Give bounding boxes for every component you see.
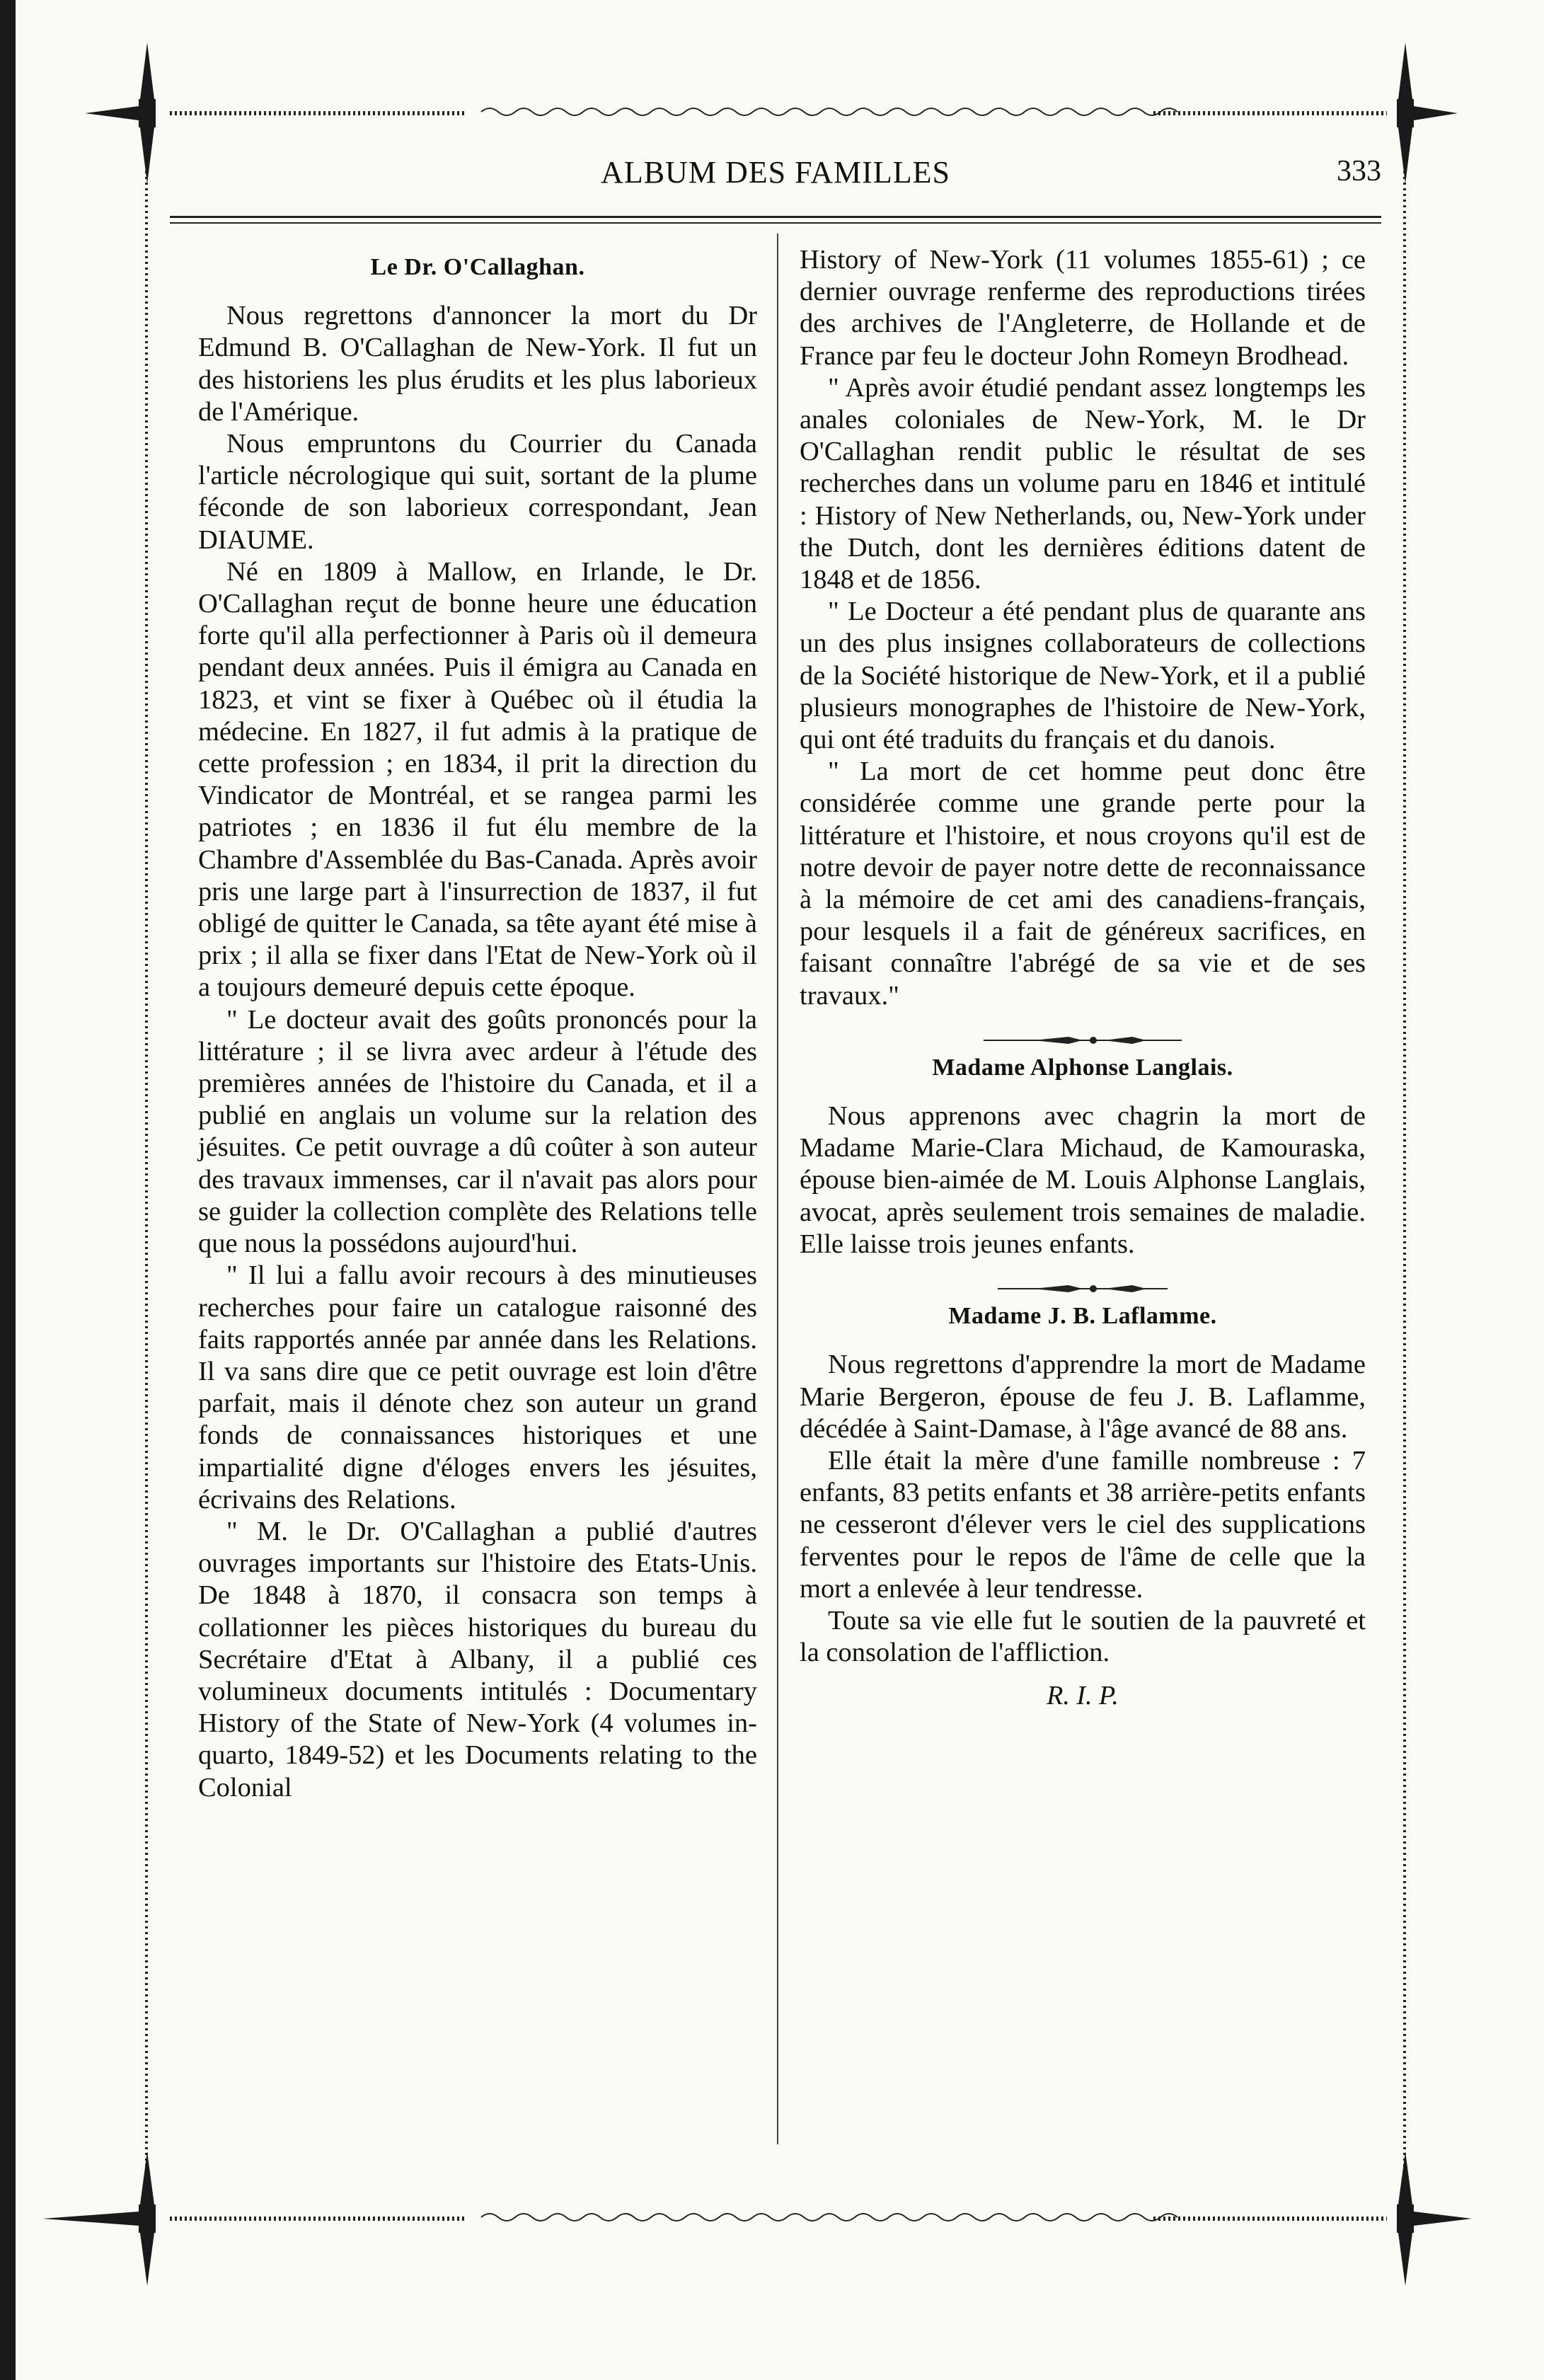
article-heading-laflamme: Madame J. B. Laflamme.	[948, 1303, 1217, 1330]
section-ornament	[800, 1272, 1366, 1286]
right-column	[800, 244, 1366, 1713]
page-header	[170, 142, 1381, 205]
paragraph: Toute sa vie elle fut le soutien de la pauvreté et la consolation de l'affliction.	[800, 1605, 1366, 1668]
paragraph: Nous regrettons d'annoncer la mort du Dr Edmund B. O'Callaghan de New-York. Il fut un des historiens les plus érudits et les plus laborieux de l'Amérique.	[198, 301, 757, 427]
paragraph: Elle était la mère d'une famille nombreuse : 7 enfants, 83 petits enfants et 38 arrière-petits enfants ne cesseront d'élever vers le ciel des supplications ferventes pour le repos de l'âme de celle que la mort a enlevée à leur tendresse.	[800, 1445, 1366, 1604]
paragraph: Né en 1809 à Mallow, en Irlande, le Dr. O'Callaghan reçut de bonne heure une éducation forte qu'il alla perfectionner à Paris où il demeura pendant deux années. Puis il émigra au Canada en 1823, et vint se fixer à Québec où il étudia la médecine. En 1827, il fut admis à la pratique de cette profession ; en 1834, il prit la direction du Vindicator de Montréal, et se rangea parmi les patriotes ; en 1836 il fut élu membre de la Chambre d'Assemblée du Bas-Canada. Après avoir pris une large part à l'insurrection de 1837, il fut obligé de quitter le Canada, sa tête ayant été mise à prix ; il alla se fixer dans l'Etat de New-York où il a toujours demeuré depuis cette époque.	[198, 556, 757, 1003]
paragraph: " M. le Dr. O'Callaghan a publié d'autres ouvrages importants sur l'histoire des Etats-Unis. De 1848 à 1870, il consacra son temps à collationner les pièces historiques du bureau du Secrétaire d'Etat à Albany, il a publié ces volumineux documents intitulés : Documentary History of the State of New-York (4 volumes in-quarto, 1849-52) et les Documents relating to the Colonial	[198, 1516, 757, 1803]
paragraph: " La mort de cet homme peut donc être considérée comme une grande perte pour la littérature et l'histoire, et nous croyons qu'il est de notre devoir de payer notre dette de reconnaissance à la mémoire de cet ami des canadiens-français, pour lesquels il a fait de généreux sacrifices, en faisant connaître l'abrégé de sa vie et de ses travaux."	[800, 757, 1366, 1011]
paragraph: " Il lui a fallu avoir recours à des minutieuses recherches pour faire un catalogue raisonné des faits rapportés année par année dans les Relations. Il va sans dire que ce petit ouvrage est loin d'être parfait, mais il dénote chez son auteur un grand fonds de connaissances historiques et une impartialité digne d'éloges envers les jésuites, écrivains des Relations.	[198, 1260, 757, 1514]
section-ornament	[800, 1023, 1366, 1037]
header-rule-thin	[170, 222, 1381, 224]
left-column	[198, 244, 757, 1804]
article-heading-langlais: Madame Alphonse Langlais.	[932, 1054, 1233, 1081]
paragraph: History of New-York (11 volumes 1855-61) ; ce dernier ouvrage renferme des reproductions tirées des archives de l'Angleterre, de Hollande et de France par feu le docteur John Romeyn Brodhead.	[800, 245, 1366, 371]
column-divider	[777, 234, 778, 2144]
paragraph: Nous regrettons d'apprendre la mort de Madame Marie Bergeron, épouse de feu J. B. Laflamme, décédée à Saint-Damase, à l'âge avancé de 88 ans.	[800, 1350, 1366, 1444]
running-title: ALBUM DES FAMILLES	[601, 155, 950, 190]
signature: R. I. P.	[1047, 1681, 1119, 1711]
paragraph: " Le Docteur a été pendant plus de quarante ans un des plus insignes collaborateurs de collections de la Société historique de New-York, et il a publié plusieurs monographes de l'histoire de New-York, qui ont été traduits du français et du danois.	[800, 597, 1366, 755]
paragraph: " Après avoir étudié pendant assez longtemps les anales coloniales de New-York, M. le Dr O'Callaghan rendit public le résultat de ses recherches dans un volume paru en 1846 et intitulé : History of New Netherlands, ou, New-York under the Dutch, dont les dernières éditions datent de 1848 et de 1856.	[800, 372, 1366, 595]
paragraph: Nous empruntons du Courrier du Canada l'article nécrologique qui suit, sortant de la plume féconde de son laborieux correspondant, Jean DIAUME.	[198, 429, 757, 555]
header-rule	[170, 216, 1381, 218]
paragraph: " Le docteur avait des goûts prononcés pour la littérature ; il se livra avec ardeur à l'étude des premières années de l'histoire du Canada, et il a publié en anglais un volume sur la relation des jésuites. Ce petit ouvrage a dû coûter à son auteur des travaux immenses, car il n'avait pas alors pour se guider la collection complète des Relations telle que nous la possédons aujourd'hui.	[198, 1004, 757, 1259]
page-number: 333	[1337, 155, 1381, 188]
paragraph: Nous apprenons avec chagrin la mort de Madame Marie-Clara Michaud, de Kamouraska, épouse bien-aimée de M. Louis Alphonse Langlais, avocat, après seulement trois semaines de maladie. Elle laisse trois jeunes enfants.	[800, 1101, 1366, 1259]
article-heading-ocallaghan: Le Dr. O'Callaghan.	[370, 254, 585, 280]
